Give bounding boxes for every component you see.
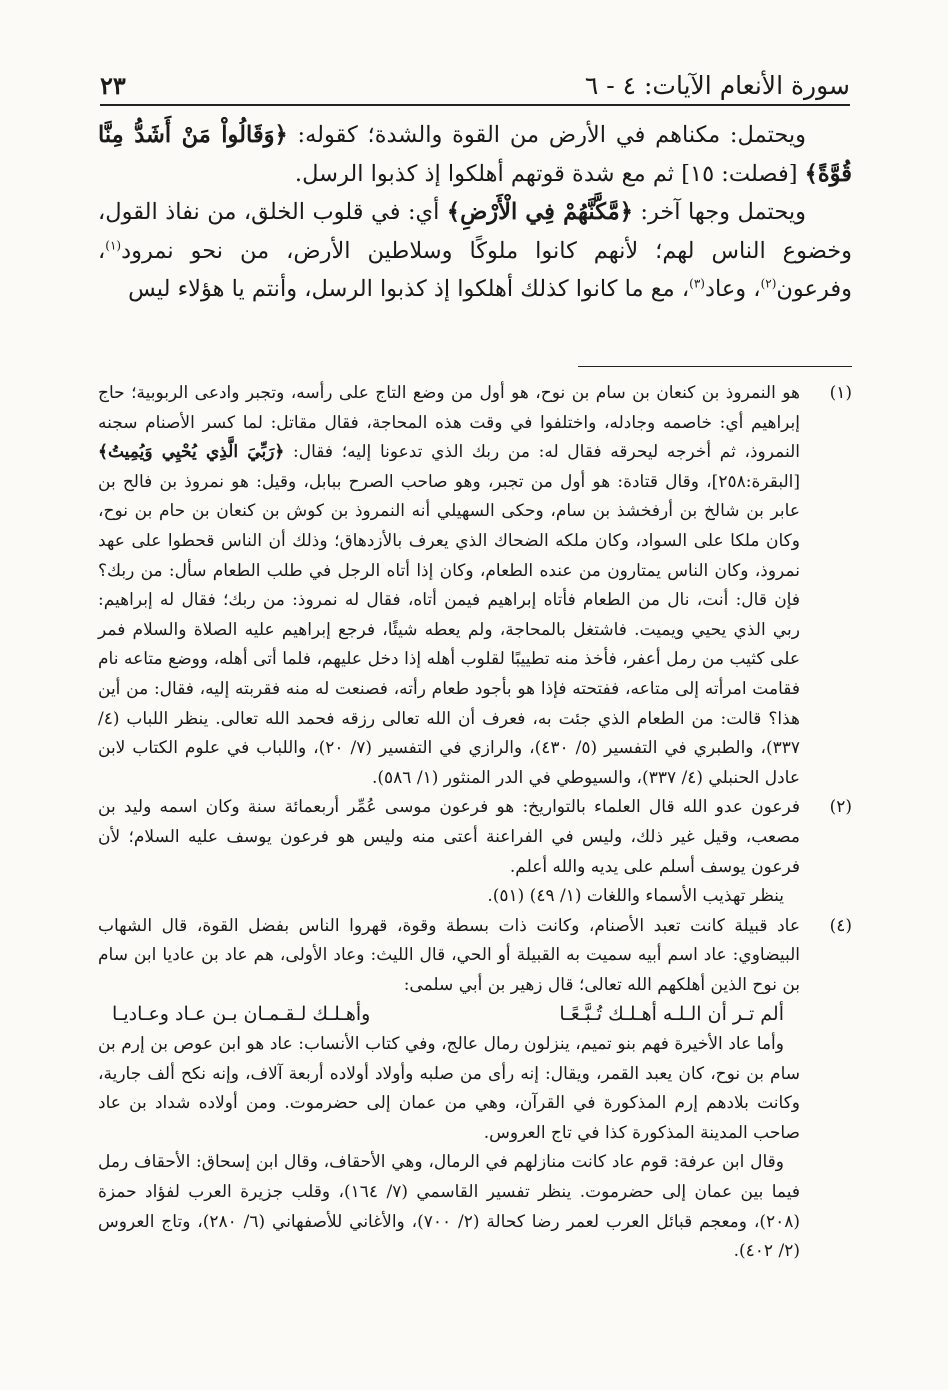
footnote-source: ينظر تهذيب الأسماء واللغات (١/ ٤٩) (٥١). <box>487 886 784 907</box>
footnote-body <box>98 793 800 911</box>
footnote-2 <box>98 793 852 911</box>
footnote-ref[interactable]: (١) <box>105 238 122 252</box>
footnote-separator <box>578 366 852 367</box>
poem-hemistich-1: ألم تـر أن الـلـه أهـلـك تُـبَّـعًـا <box>559 1003 784 1026</box>
footnote-text: وأما عاد الأخيرة فهم بنو تميم، ينزلون رمال عالج، وفي كتاب الأنساب: عاد هو ابن عوص بن إرم بن سام بن نوح، كان يعبد القمر، ويقال: إنه رأى من صلبه وأولاد أولاده أربعة آلاف، وإنه نكح ألف جارية، وكانت بلادهم إرم المذكورة في القرآن، وهي من عمان إلى حضرموت. ومن أولاده شداد بن عاد صاحب المدينة المذكورة كذا في تاج العروس. <box>98 1034 801 1143</box>
surah-title: سورة الأنعام الآيات: ٤ - ٦ <box>584 71 850 100</box>
footnote-number: (٢) <box>829 797 852 818</box>
footnote-body <box>98 379 800 793</box>
footnote-text: فرعون عدو الله قال العلماء بالتواريخ: هو فرعون موسى عُمِّر أربعمائة سنة وكان اسمه وليد بن مصعب، وقيل غير ذلك، وليس في الفراعنة أعتى منه وليس هو فرعون يوسف عليه السلام؛ لأن فرعون يوسف أسلم على يديه والله أعلم. <box>98 797 800 877</box>
footnote-ref[interactable]: (٣) <box>689 276 705 291</box>
quran-quote: ﴿رَبِّيَ الَّذِي يُحْيِي وَيُمِيتُ﴾ <box>98 442 285 463</box>
footnote-3 <box>98 912 852 1267</box>
main-text <box>98 116 852 309</box>
footnote-text: هو النمروذ بن كنعان بن سام بن نوح، هو أول من وضع التاج على رأسه، وتجبر وادعى الربوبية؛ حاج إبراهيم أي: خاصمه وجادله، واختلفوا في وقت هذه المحاجة، فقال مقاتل: لما كسر الأصنام سجنه النمروذ، ثم أخرجه ليحرقه فقال له: من ربك الذي تدعونا إليه؛ فقال: <box>98 383 800 463</box>
page-number: ٢٣ <box>100 71 126 100</box>
paragraph-text: ويحتمل: مكناهم في الأرض من القوة والشدة؛ كقوله: <box>287 122 807 148</box>
poem-verse <box>98 1000 800 1030</box>
paragraph-text: ، وفرعون <box>98 237 852 302</box>
footnotes <box>98 379 852 1267</box>
footnote-text: [البقرة:٢٥٨]، وقال قتادة: هو أول من تجبر، وهو صاحب الصرح ببابل، وقيل: هو نمروذ بن فالح بن عابر بن شالخ بن أرفخشذ بن سام، وحكى السهيلي أنه النمروذ بن كوش بن كنعان بن حام بن نوح، وكان ملكا على السواد، وكان ملكه الضحاك الذي يعرف بالأزدهاق؛ وذلك أن الناس قحطوا على عهد نمروذ، وكان الناس يمتارون من عنده الطعام، وكان إذا أتاه الرجل في طلب الطعام سأل: من ربك؟ فإن قال: أنت، نال من الطعام فأتاه إبراهيم فيمن أتاه، فقال له نمروذ: من ربك؛ فقال له إبراهيم: ربي الذي يحيي ويميت. فاشتغل بالمحاجة، ولم يعطه شيئًا، فرجع إبراهيم عليه الصلاة والسلام فمر على كثيب من رمل أعفر، فأخذ منه تطييبًا لقلوب أهله إذا دخل عليهم، فلما أتى أهله، ووضع متاعه نام فقامت امرأته إلى متاعه، ففتحته فإذا هو بأجود طعام رأته، فصنعت له منه فقربته إليه، فقال: من أين هذا؟ قالت: من الطعام الذي جئت به، فعرف أن الله تعالى رزقه فحمد الله تعالى. ينظر اللباب (٤/ ٣٣٧)، والطبري في التفسير (٥/ ٤٣٠)، والرازي في التفسير (٧/ ٢٠)، واللباب في علوم الكتاب لابن عادل الحنبلي (٤/ ٣٣٧)، والسيوطي في الدر المنثور (١/ ٥٨٦). <box>98 471 800 788</box>
main-paragraph <box>98 193 852 309</box>
paragraph-text: [فصلت: ١٥] ثم مع شدة قوتهم أهلكوا إذ كذبوا الرسل. <box>294 160 805 187</box>
footnote-1 <box>98 379 852 793</box>
poem-hemistich-2: وأهـلـك لـقـمـان بـن عـاد وعـاديـا <box>112 1003 371 1026</box>
quran-quote: ﴿وَقَالُواْ مَنْ أَشَدُّ مِنَّا قُوَّةً﴾ <box>98 122 852 187</box>
paragraph-text: ، مع ما كانوا كذلك أهلكوا إذ كذبوا الرسل، وأنتم يا هؤلاء ليس <box>128 276 690 302</box>
footnote-number: (٤) <box>829 915 852 936</box>
running-header <box>100 54 850 106</box>
footnote-body <box>98 912 800 1267</box>
footnote-text: عاد قبيلة كانت تعبد الأصنام، وكانت ذات بسطة وقوة، قهروا الناس بفضل القوة، قال الشهاب البيضاوي: عاد اسم أبيه سميت به القبيلة أو الحي، قال الليث: وعاد الأولى، هم عاد بن عاديا ابن سام بن نوح الذين أهلكهم الله تعالى؛ قال زهير بن أبي سلمى: <box>98 915 800 995</box>
paragraph-text: ويحتمل وجها آخر: <box>632 199 806 225</box>
main-paragraph <box>98 116 852 193</box>
paragraph-text: أي: في قلوب الخلق، من نفاذ القول، وخضوع الناس لهم؛ لأنهم كانوا ملوكًا وسلاطين الأرض، من نحو نمرود <box>98 199 852 264</box>
quran-quote: ﴿مَّكَّنَّهُمْ فِي الْأَرْضِ﴾ <box>446 199 633 225</box>
footnote-text: وقال ابن عرفة: قوم عاد كانت منازلهم في الرمال، وهي الأحقاف، وقال ابن إسحاق: الأحقاف رمل فيما بين عمان إلى حضرموت. ينظر تفسير القاسمي (٧/ ١٦٤)، وقلب جزيرة العرب لفؤاد حمزة (٢٠٨)، ومعجم قبائل العرب لعمر رضا كحالة (٢/ ٧٠٠)، والأغاني للأصفهاني (٦/ ٢٨٠)، وتاج العروس (٢/ ٤٠٢). <box>98 1152 800 1262</box>
footnote-number: (١) <box>829 383 852 403</box>
footnote-ref[interactable]: (٢) <box>760 276 777 291</box>
paragraph-text: ، وعاد <box>704 276 761 302</box>
